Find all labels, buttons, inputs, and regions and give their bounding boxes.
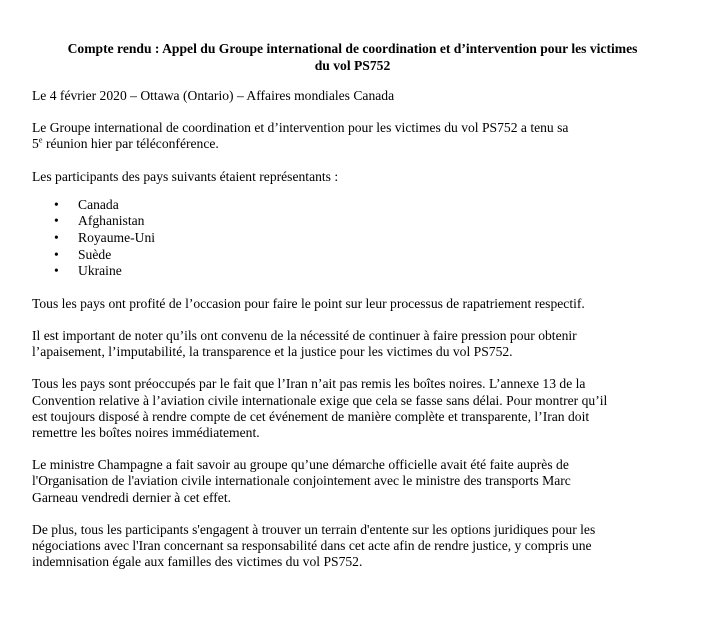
- dateline: Le 4 février 2020 – Ottawa (Ontario) – Affaires mondiales Canada: [32, 88, 395, 103]
- country-name: Royaume-Uni: [78, 230, 156, 245]
- pressure-line-2: l’apaisement, l’imputabilité, la transparence et la justice pour les victimes du vol PS752.: [32, 344, 513, 360]
- intro-text-part2: réunion hier par téléconférence.: [42, 136, 219, 152]
- blackbox-paragraph: [32, 376, 667, 441]
- intro-text-part1: Le Groupe international de coordination et d’intervention pour les victimes du vol PS752 a tenu sa: [32, 120, 569, 136]
- minister-paragraph: [32, 457, 667, 506]
- blackbox-line-3: est toujours disposé à rendre compte de cet événement de manière complète et transparente, l’Iran doit: [32, 408, 590, 424]
- blackbox-line-2: Convention relative à l’aviation civile internationale exige que cela se fasse sans délai. Pour montrer qu’il: [32, 392, 608, 408]
- update-paragraph: Tous les pays ont profité de l’occasion pour faire le point sur leur processus de rapatriement respectif.: [32, 295, 585, 311]
- bullet-icon: •: [54, 213, 59, 229]
- bullet-icon: •: [54, 263, 59, 279]
- bullet-icon: •: [54, 246, 59, 262]
- country-list: [32, 197, 667, 280]
- minister-line-3: Garneau vendredi dernier à cet effet.: [32, 489, 232, 505]
- bullet-icon: •: [54, 230, 59, 245]
- country-name: Canada: [78, 196, 119, 212]
- list-item: [54, 213, 667, 230]
- legal-line-2: négociations avec l'Iran concernant sa responsabilité dans cet acte afin de rendre justice, y compris une: [32, 538, 592, 554]
- blackbox-line-1: Tous les pays sont préoccupés par le fait que l’Iran n’ait pas remis les boîtes noires. L’annexe 13 de la: [32, 376, 586, 392]
- title-line-1: Compte rendu : Appel du Groupe international de coordination et d’intervention pour les victimes: [67, 41, 638, 56]
- blackbox-line-4: remettre les boîtes noires immédiatement.: [32, 425, 260, 440]
- pressure-line-1: Il est important de noter qu’ils ont convenu de la nécessité de continuer à faire pression pour obtenir: [32, 327, 577, 343]
- list-item: [54, 247, 667, 264]
- title-line-2: du vol PS752: [314, 58, 391, 73]
- country-name: Afghanistan: [78, 213, 145, 229]
- list-item: [54, 197, 667, 214]
- legal-line-3: indemnisation égale aux familles des victimes du vol PS752.: [32, 554, 363, 570]
- participants-intro: Les participants des pays suivants étaient représentants :: [32, 168, 339, 184]
- pressure-paragraph: [32, 328, 667, 360]
- intro-paragraph: [32, 120, 667, 152]
- country-name: Suède: [78, 246, 112, 262]
- country-name: Ukraine: [78, 263, 122, 279]
- intro-ordinal-suffix: e: [38, 134, 43, 145]
- legal-paragraph: [32, 522, 667, 571]
- legal-line-1: De plus, tous les participants s'engagent à trouver un terrain d'entente sur les options juridiques pour les: [32, 521, 596, 537]
- document-title: [32, 40, 667, 74]
- minister-line-1: Le ministre Champagne a fait savoir au groupe qu’une démarche officielle avait été faite auprès de: [32, 457, 569, 473]
- list-item: [54, 230, 667, 247]
- intro-ordinal-number: 5: [32, 136, 39, 152]
- minister-line-2: l'Organisation de l'aviation civile internationale conjointement avec le ministre des transports Marc: [32, 473, 571, 489]
- bullet-icon: •: [54, 196, 59, 212]
- list-item: [54, 263, 667, 280]
